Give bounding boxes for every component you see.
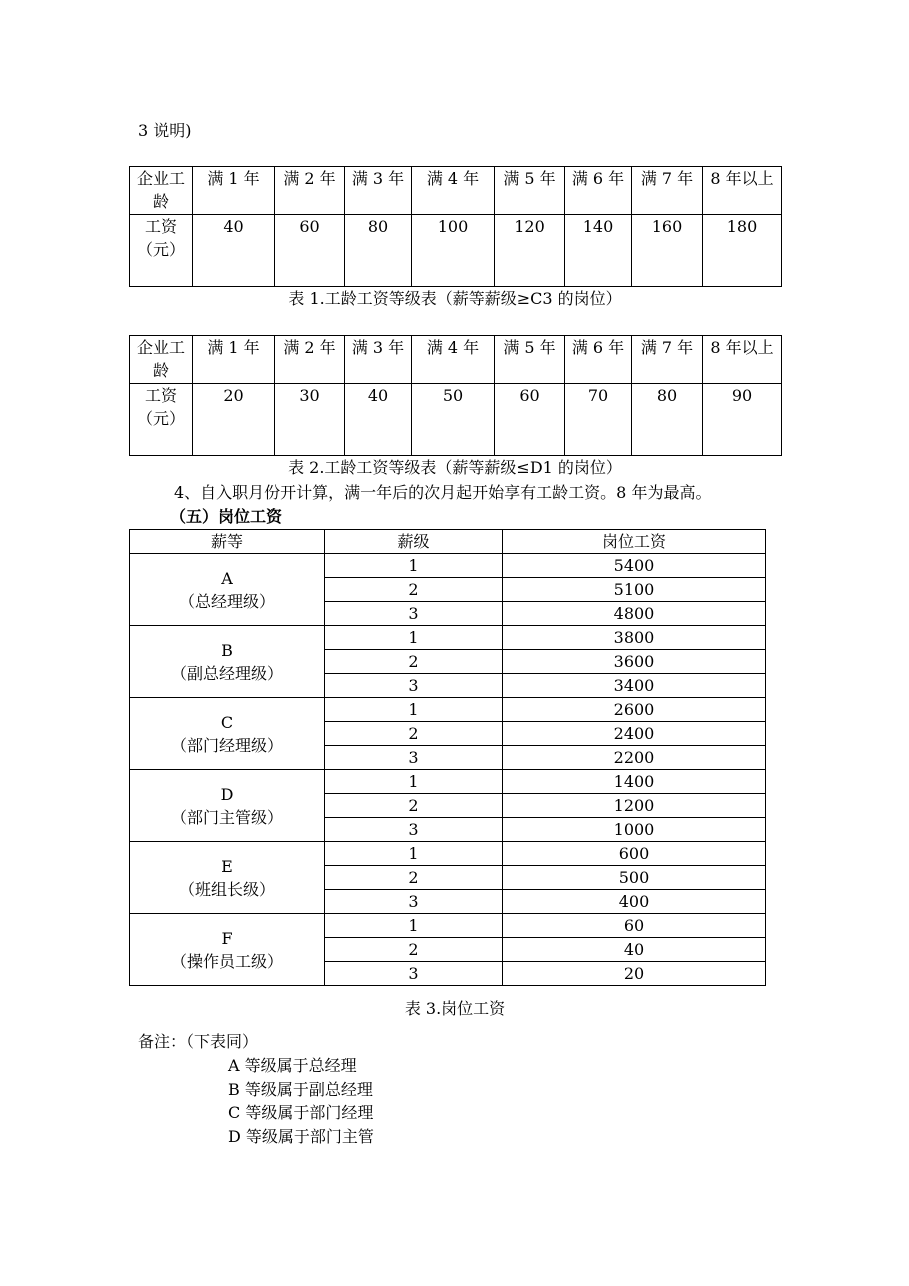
level-cell: 3 <box>325 818 503 842</box>
table-header-cell: 企业工龄 <box>130 336 193 384</box>
table-header-cell: 满 1 年 <box>193 167 275 215</box>
table-cell: 120 <box>495 215 565 287</box>
grade-name: （总经理级） <box>178 591 275 611</box>
level-cell: 3 <box>325 674 503 698</box>
remark-item: D 等级属于部门主管 <box>228 1127 374 1146</box>
wage-cell: 5100 <box>503 578 766 602</box>
table-header-cell: 满 6 年 <box>565 336 632 384</box>
table3-caption: 表 3.岗位工资 <box>404 999 506 1018</box>
level-cell: 1 <box>325 626 503 650</box>
table-header-cell: 满 3 年 <box>345 336 412 384</box>
table-cell: 80 <box>345 215 412 287</box>
section-title: （五）岗位工资 <box>170 507 283 526</box>
table-header-cell: 薪等 <box>130 530 325 554</box>
remark-item: A 等级属于总经理 <box>228 1056 357 1075</box>
grade-name: （操作员工级） <box>170 951 283 971</box>
table-cell: 100 <box>412 215 495 287</box>
level-cell: 1 <box>325 842 503 866</box>
table-header-cell: 满 3 年 <box>345 167 412 215</box>
table-header-cell: 满 4 年 <box>412 336 495 384</box>
wage-cell: 3400 <box>503 674 766 698</box>
table-header-cell: 薪级 <box>325 530 503 554</box>
table-cell: 30 <box>275 384 345 456</box>
level-cell: 1 <box>325 770 503 794</box>
remarks-label: 备注：（下表同） <box>138 1032 259 1051</box>
wage-cell: 60 <box>503 914 766 938</box>
table-header-cell: 8 年以上 <box>703 336 782 384</box>
intro-label: 3 说明) <box>138 121 192 140</box>
level-cell: 2 <box>325 722 503 746</box>
level-cell: 3 <box>325 962 503 986</box>
wage-cell: 20 <box>503 962 766 986</box>
level-cell: 2 <box>325 938 503 962</box>
table-cell: 50 <box>412 384 495 456</box>
grade-cell <box>130 842 325 914</box>
grade-cell <box>130 698 325 770</box>
level-cell: 3 <box>325 746 503 770</box>
level-cell: 1 <box>325 698 503 722</box>
table-header-cell: 满 5 年 <box>495 336 565 384</box>
wage-cell: 4800 <box>503 602 766 626</box>
level-cell: 3 <box>325 602 503 626</box>
wage-cell: 500 <box>503 866 766 890</box>
table-header-cell: 企业工龄 <box>130 167 193 215</box>
table-cell: 40 <box>193 215 275 287</box>
level-cell: 1 <box>325 554 503 578</box>
level-cell: 2 <box>325 794 503 818</box>
table-header-cell: 岗位工资 <box>503 530 766 554</box>
wage-cell: 1000 <box>503 818 766 842</box>
table2-caption: 表 2.工龄工资等级表（薪等薪级≤D1 的岗位） <box>288 458 622 477</box>
grade-code: E <box>221 856 233 876</box>
table-header-cell: 满 2 年 <box>275 167 345 215</box>
level-cell: 2 <box>325 866 503 890</box>
table-cell: 20 <box>193 384 275 456</box>
grade-code: C <box>220 712 234 732</box>
wage-cell: 5400 <box>503 554 766 578</box>
wage-cell: 2400 <box>503 722 766 746</box>
wage-cell: 400 <box>503 890 766 914</box>
grade-code: F <box>221 928 233 948</box>
row-label-cell: 工资（元） <box>130 384 193 456</box>
grade-name: （班组长级） <box>178 879 275 899</box>
wage-cell: 2200 <box>503 746 766 770</box>
row-label-cell: 工资（元） <box>130 215 193 287</box>
remark-item: C 等级属于部门经理 <box>228 1103 374 1122</box>
wage-cell: 1200 <box>503 794 766 818</box>
table-cell: 140 <box>565 215 632 287</box>
grade-cell <box>130 554 325 626</box>
position-wage-table <box>129 529 766 986</box>
grade-cell <box>130 626 325 698</box>
table-header-cell: 满 4 年 <box>412 167 495 215</box>
grade-name: （副总经理级） <box>170 663 283 683</box>
table-cell: 180 <box>703 215 782 287</box>
wage-cell: 600 <box>503 842 766 866</box>
table-cell: 60 <box>275 215 345 287</box>
paragraph-4: 4、自入职月份开计算，满一年后的次月起开始享有工龄工资。8 年为最高。 <box>174 483 712 502</box>
remark-item: B 等级属于副总经理 <box>228 1080 373 1099</box>
wage-cell: 40 <box>503 938 766 962</box>
table-cell: 60 <box>495 384 565 456</box>
seniority-wage-table-2 <box>129 335 782 456</box>
level-cell: 2 <box>325 578 503 602</box>
seniority-wage-table-1 <box>129 166 782 287</box>
table-header-cell: 满 7 年 <box>632 336 703 384</box>
grade-code: D <box>220 784 234 804</box>
table-cell: 80 <box>632 384 703 456</box>
table-header-cell: 8 年以上 <box>703 167 782 215</box>
table-cell: 90 <box>703 384 782 456</box>
level-cell: 2 <box>325 650 503 674</box>
wage-cell: 3600 <box>503 650 766 674</box>
table-header-cell: 满 1 年 <box>193 336 275 384</box>
wage-cell: 2600 <box>503 698 766 722</box>
table-cell: 70 <box>565 384 632 456</box>
wage-cell: 1400 <box>503 770 766 794</box>
grade-code: A <box>221 568 233 588</box>
table-header-cell: 满 6 年 <box>565 167 632 215</box>
level-cell: 1 <box>325 914 503 938</box>
grade-cell <box>130 770 325 842</box>
wage-cell: 3800 <box>503 626 766 650</box>
grade-code: B <box>221 640 233 660</box>
grade-name: （部门经理级） <box>170 735 283 755</box>
table1-caption: 表 1.工龄工资等级表（薪等薪级≥C3 的岗位） <box>288 289 622 308</box>
table-cell: 40 <box>345 384 412 456</box>
level-cell: 3 <box>325 890 503 914</box>
table-header-cell: 满 2 年 <box>275 336 345 384</box>
grade-cell <box>130 914 325 986</box>
table-header-cell: 满 5 年 <box>495 167 565 215</box>
table-cell: 160 <box>632 215 703 287</box>
table-header-cell: 满 7 年 <box>632 167 703 215</box>
grade-name: （部门主管级） <box>170 807 283 827</box>
